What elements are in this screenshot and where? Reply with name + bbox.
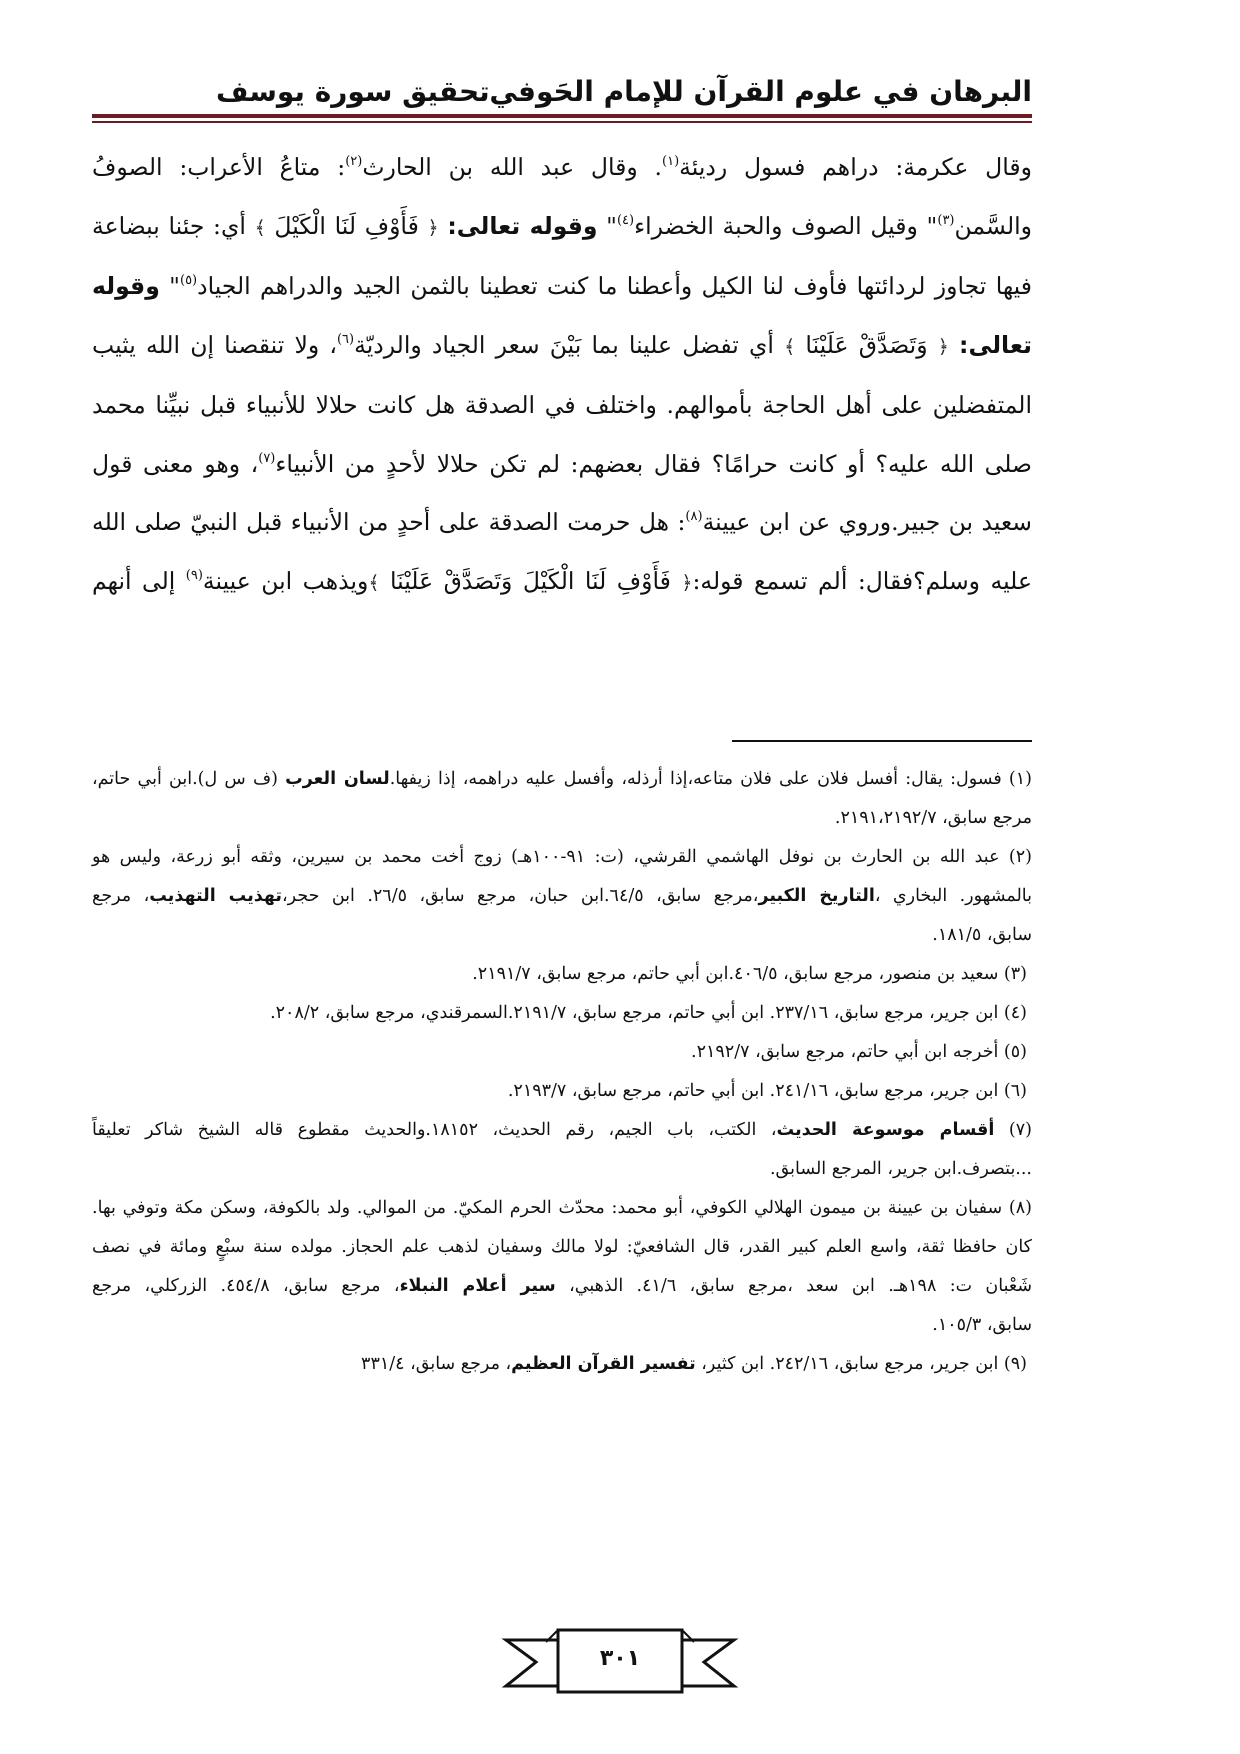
bold-phrase: وقوله تعالى: [447,211,598,240]
running-header [92,72,1032,112]
footnote-ref-4[interactable]: (٤) [616,212,635,228]
quran-verse: فَأَوْفِ لَنَا الْكَيْلَ وَتَصَدَّقْ عَلَيْنَا [389,566,671,595]
footnote-6: (٦) ابن جرير، مرجع سابق، ٢٤١/١٦. ابن أبي حاتم، مرجع سابق، ٢١٩٣/٧. [507,1081,1027,1101]
bold-phrase: تعالى: [959,330,1032,359]
body-line-2: والسَّمن$^{(٣)}$" وقيل الصوف والحبة الخضراء$^{(٤)}$" وقوله تعالى: ﴿ فَأَوْفِ لَنَا الْكَيْلَ ﴾ أي: جئنا ببضاعة [92,211,1032,240]
footnote-3: (٣) سعيد بن منصور، مرجع سابق، ٤٠٦/٥.ابن أبي حاتم، مرجع سابق، ٢١٩١/٧. [472,964,1027,984]
footnote-9: (٩) ابن جرير، مرجع سابق، ٢٤٢/١٦. ابن كثير، تفسير القرآن العظيم، مرجع سابق، ٣٣١/٤ [361,1354,1027,1374]
footnote-1-cont: مرجع سابق، ٢١٩١،٢١٩٢/٧. [834,808,1032,828]
quran-bracket-open-icon: ﴿ [427,216,439,239]
footnote-ref-9[interactable]: (٩) [185,567,203,583]
body-line-1: وقال عكرمة: دراهم فسول رديئة$^{(١)}$. وقال عبد الله بن الحارث$^{(٢)}$: متاعُ الأعراب: الصوفُ [92,153,1032,181]
body-line-7: سعيد بن جبير.وروي عن ابن عيينة$^{(٨)}$: هل حرمت الصدقة على أحدٍ من الأنبياء قبل النبيّ صلى الله [92,508,1032,536]
section-title: تحقيق سورة يوسف [216,75,490,108]
footnote-separator [732,740,1032,742]
footnote-8-cont2: شَعْبان ت: ١٩٨هـ. ابن سعد ،مرجع سابق، ٤١/٦. الذهبي، سير أعلام النبلاء، مرجع سابق، ٤٥٤/٨. الزركلي، مرجع [92,1276,1032,1296]
footnote-ref-2[interactable]: (٢) [345,154,363,169]
page-number: ٣٠١ [599,1646,641,1671]
footnote-7: (٧) أقسام موسوعة الحديث، الكتب، باب الجيم، رقم الحديث، ١٨١٥٢.والحديث مقطوع قاله الشيخ شاكر تعليقاً [92,1120,1032,1140]
body-line-3: فيها تجاوز لردائتها فأوف لنا الكيل وأعطنا ما كنت تعطينا بالثمن الجيد والدراهم الجياد$^{(٥)}$" وقوله [92,272,1033,300]
quran-verse: وَتَصَدَّقْ عَلَيْنَا [805,330,928,359]
footnote-4: (٤) ابن جرير، مرجع سابق، ٢٣٧/١٦. ابن أبي حاتم، مرجع سابق، ٢١٩١/٧.السمرقندي، مرجع سابق، ٢٠٨/٢. [270,1003,1027,1023]
footnote-ref-1[interactable]: (١) [662,154,680,169]
footnote-ref-5[interactable]: (٥) [179,273,198,288]
body-line-5: المتفضلين على أهل الحاجة بأموالهم. واختلف في الصدقة هل كانت حلالا للأنبياء قبل نبيِّنا محمد [92,391,1032,419]
footnote-5: (٥) أخرجه ابن أبي حاتم، مرجع سابق، ٢١٩٢/٧. [691,1042,1027,1062]
body-line-8: عليه وسلم؟فقال: ألم تسمع قوله:﴿ فَأَوْفِ لَنَا الْكَيْلَ وَتَصَدَّقْ عَلَيْنَا ﴾ويذهب ابن عيينة$^{(٩)}$ إلى أنهم [92,566,1032,595]
header-rule-thick [92,114,1032,118]
bold-phrase: وقوله [92,272,160,300]
footnotes [92,760,1032,1384]
footnote-2: (٢) عبد الله بن الحارث بن نوفل الهاشمي القرشي، (ت: ٩١-١٠٠هـ) زوج أخت محمد بن سيرين، وثقه أبو زرعة، وليس هو [92,847,1032,867]
body-line-4: تعالى: ﴿ وَتَصَدَّقْ عَلَيْنَا ﴾ أي تفضل علينا بما بَيْنَ سعر الجياد والرديّة$^{(٦)}$، ولا تنقصنا إن الله يثيب [92,330,1032,359]
footnote-8-end: سابق، ١٠٥/٣. [932,1315,1032,1335]
footnote-1: (١) فسول: يقال: أفسل فلان على فلان متاعه،إذا أرذله، وأفسل عليه دراهمه، إذا زيفها.لسان العرب (ف س ل).ابن أبي حاتم، [92,769,1032,789]
book-title: البرهان في علوم القرآن للإمام الحَوفي [489,75,1032,108]
footnote-ref-6[interactable]: (٦) [336,331,355,347]
main-text [92,138,1032,612]
footnote-ref-3[interactable]: (٣) [937,212,955,228]
footnote-ref-7[interactable]: (٧) [258,450,276,466]
footnote-2-end: سابق، ١٨١/٥. [932,925,1032,945]
footnote-2-cont: بالمشهور. البخاري ،التاريخ الكبير،مرجع سابق، ٦٤/٥.ابن حبان، مرجع سابق، ٢٦/٥. ابن حجر،تهذيب التهذيب، مرجع [92,886,1032,906]
quran-bracket-close-icon: ﴾ [254,216,266,239]
quran-bracket-close-icon: ﴾ [784,335,796,358]
footnote-ref-8[interactable]: (٨) [685,509,703,524]
footnote-8-cont: كان حافظا ثقة، واسع العلم كبير القدر، قال الشافعيّ: لولا مالك وسفيان لذهب علم الحجاز. مولده سنة سبْعٍ ومائة في نصف [92,1237,1032,1257]
header-rule-thin [92,121,1032,123]
body-line-6: صلى الله عليه؟ أو كانت حرامًا؟ فقال بعضهم: لم تكن حلالا لأحدٍ من الأنبياء$^{(٧)}$، وهو معنى قول [92,449,1032,478]
quran-verse: فَأَوْفِ لَنَا الْكَيْلَ [274,211,419,240]
quran-bracket-close-icon: ﴾ [368,571,380,594]
page-number-banner [498,1620,742,1704]
footnote-7-cont: ...بتصرف.ابن جرير، المرجع السابق. [769,1159,1032,1179]
quran-bracket-open-icon: ﴿ [937,335,949,358]
footnote-8: (٨) سفيان بن عيينة بن ميمون الهلالي الكوفي، أبو محمد: محدّث الحرم المكيّ. من الموالي. ولد بالكوفة، وسكن مكة وتوفي بها. [92,1198,1032,1218]
quran-bracket-open-icon: ﴿ [681,571,693,594]
